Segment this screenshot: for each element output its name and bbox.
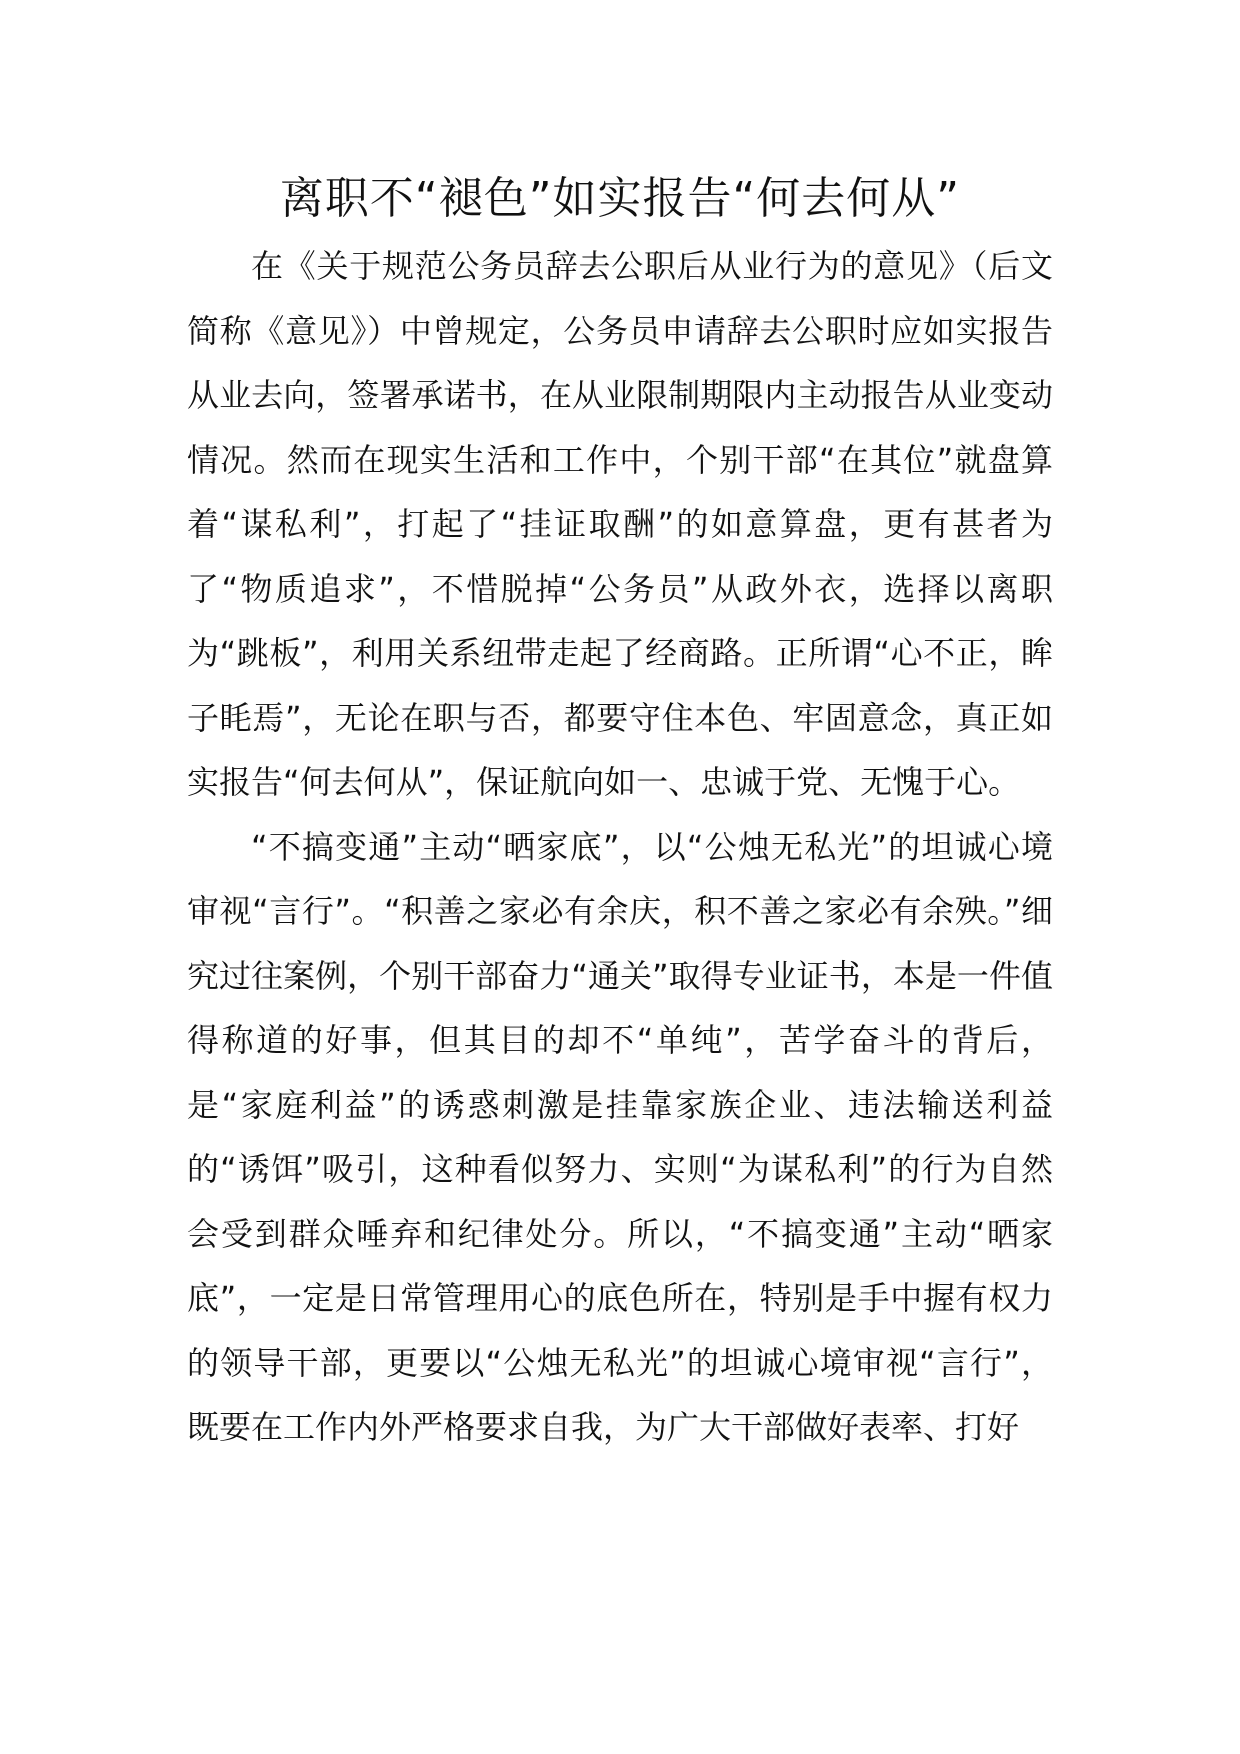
document-title: 离职不“褪色”如实报告“何去何从” — [279, 173, 961, 224]
paragraph-2: “不搞变通”主动“晒家底”，以“公烛无私光”的坦诚心境审视“言行”。“积善之家必有余庆，积不善之家必有余殃。”细究过往案例，个别干部奋力“通关”取得专业证书，本是一件值得称道的好事，但其目的却不“单纯”，苦学奋斗的背后，是“家庭利益”的诱惑刺激是挂靠家族企业、违法输送利益的“诱饵”吸引，这种看似努力、实则“为谋私利”的行为自然会受到群众唾弃和纪律处分。所以，“不搞变通”主动“晒家底”，一定是日常管理用心的底色所在，特别是手中握有权力的领导干部，更要以“公烛无私光”的坦诚心境审视“言行”，既要在工作内外严格要求自我，为广大干部做好表率、打好 — [187, 827, 1053, 1446]
document-body — [187, 234, 1053, 1460]
paragraph-1: 在《关于规范公务员辞去公职后从业行为的意见》（后文简称《意见》）中曾规定，公务员申请辞去公职时应如实报告从业去向，签署承诺书，在从业限制期限内主动报告从业变动情况。然而在现实生活和工作中，个别干部“在其位”就盘算着“谋私利”，打起了“挂证取酬”的如意算盘，更有甚者为了“物质追求”，不惜脱掉“公务员”从政外衣，选择以离职为“跳板”，利用关系纽带走起了经商路。正所谓“心不正，眸子眊焉”，无论在职与否，都要守住本色、牢固意念，真正如实报告“何去何从”，保证航向如一、忠诚于党、无愧于心。 — [187, 247, 1053, 801]
